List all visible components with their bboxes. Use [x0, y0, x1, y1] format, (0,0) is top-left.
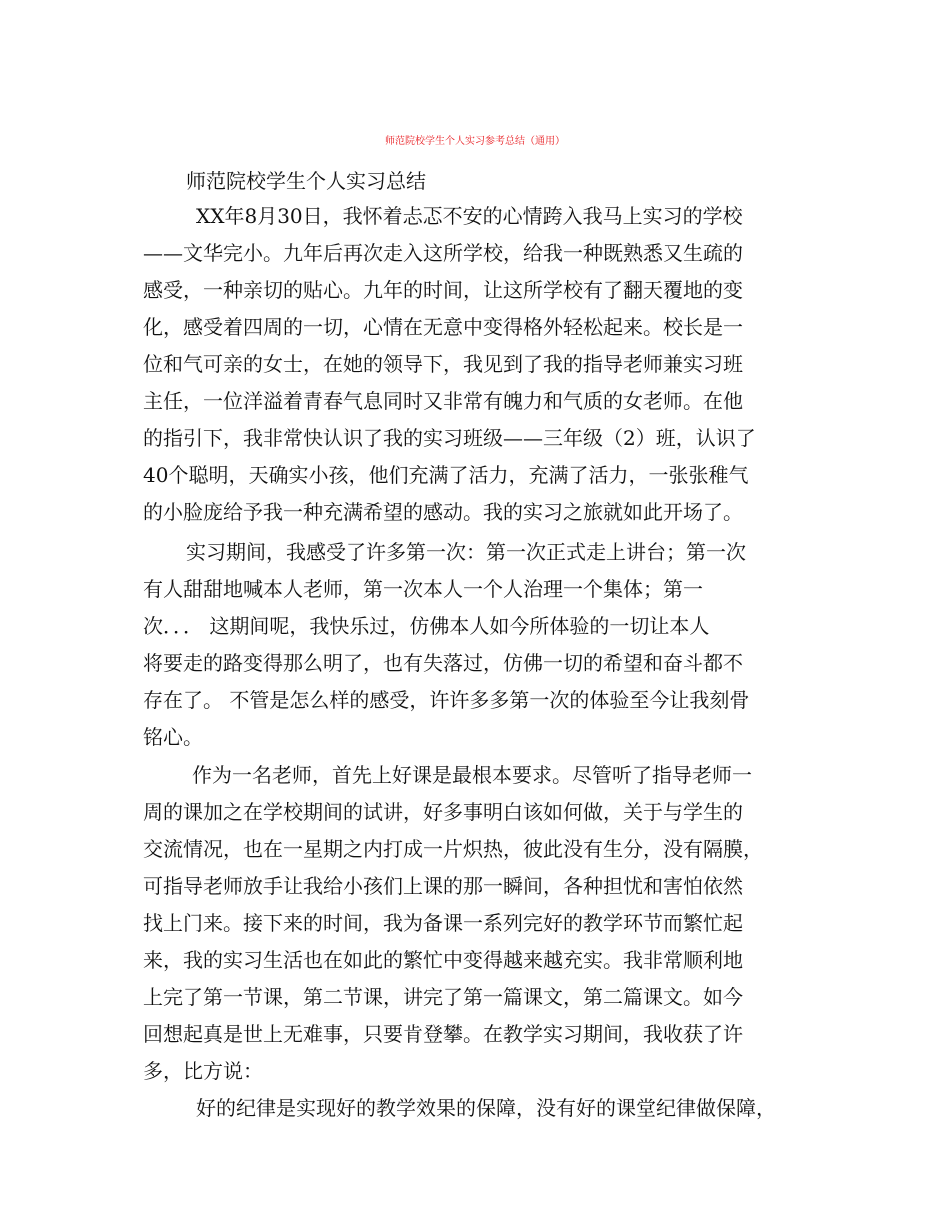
- paragraph-line: 周的课加之在学校期间的试讲，好多事明白该如何做，关于与学生的: [143, 800, 743, 824]
- paragraph-line: ——文华完小。九年后再次走入这所学校，给我一种既熟悉又生疏的: [143, 241, 743, 265]
- paragraph-line: 实习期间，我感受了许多第一次：第一次正式走上讲台；第一次: [186, 540, 746, 564]
- paragraph-line: 40个聪明，天确实小孩，他们充满了活力，充满了活力，一张张稚气: [143, 463, 749, 487]
- paragraph-line: 化，感受着四周的一切，心情在无意中变得格外轻松起来。校长是一: [143, 315, 743, 339]
- paragraph-line: 找上门来。接下来的时间，我为备课一系列完好的教学环节而繁忙起: [143, 911, 743, 935]
- paragraph-line: 回想起真是世上无难事，只要肯登攀。在教学实习期间，我收获了许: [143, 1022, 743, 1046]
- paragraph-line: 交流情况，也在一星期之内打成一片炽热，彼此没有生分，没有隔膜，: [143, 837, 763, 861]
- paragraph-line: 的小脸庞给予我一种充满希望的感动。我的实习之旅就如此开场了。: [143, 500, 743, 524]
- paragraph-line: 将要走的路变得那么明了，也有失落过，仿佛一切的希望和奋斗都不: [143, 651, 743, 675]
- paragraph-line: 有人甜甜地喊本人老师，第一次本人一个人治理一个集体；第一: [143, 577, 703, 601]
- paragraph-line: XX年8月30日，我怀着忐忑不安的心情跨入我马上实习的学校: [196, 204, 743, 228]
- paragraph-line: 可指导老师放手让我给小孩们上课的那一瞬间，各种担忧和害怕依然: [143, 874, 743, 898]
- paragraph-line: 作为一名老师，首先上好课是最根本要求。尽管听了指导老师一: [192, 763, 752, 787]
- paragraph-line: 铭心。: [143, 725, 203, 749]
- paragraph-line: 上完了第一节课，第二节课，讲完了第一篇课文，第二篇课文。如今: [143, 985, 743, 1009]
- document-subtitle: 师范院校学生个人实习总结: [186, 169, 426, 193]
- paragraph-line: 好的纪律是实现好的教学效果的保障，没有好的课堂纪律做保障，: [196, 1096, 776, 1120]
- paragraph-line: 位和气可亲的女士，在她的领导下，我见到了我的指导老师兼实习班: [143, 352, 743, 376]
- document-title: 师范院校学生个人实习参考总结（通用）: [385, 136, 565, 147]
- paragraph-line: 次．．． 这期间呢，我快乐过，仿佛本人如今所体验的一切让本人: [143, 614, 710, 638]
- paragraph-line: 多，比方说：: [143, 1059, 263, 1083]
- paragraph-line: 来，我的实习生活也在如此的繁忙中变得越来越充实。我非常顺利地: [143, 948, 743, 972]
- paragraph-line: 的指引下，我非常快认识了我的实习班级——三年级（2）班，认识了: [143, 426, 756, 450]
- paragraph-line: 存在了。 不管是怎么样的感受，许许多多第一次的体验至今让我刻骨: [143, 688, 750, 712]
- paragraph-line: 主任，一位洋溢着青春气息同时又非常有魄力和气质的女老师。在他: [143, 389, 743, 413]
- paragraph-line: 感受，一种亲切的贴心。九年的时间，让这所学校有了翻天覆地的变: [143, 278, 743, 302]
